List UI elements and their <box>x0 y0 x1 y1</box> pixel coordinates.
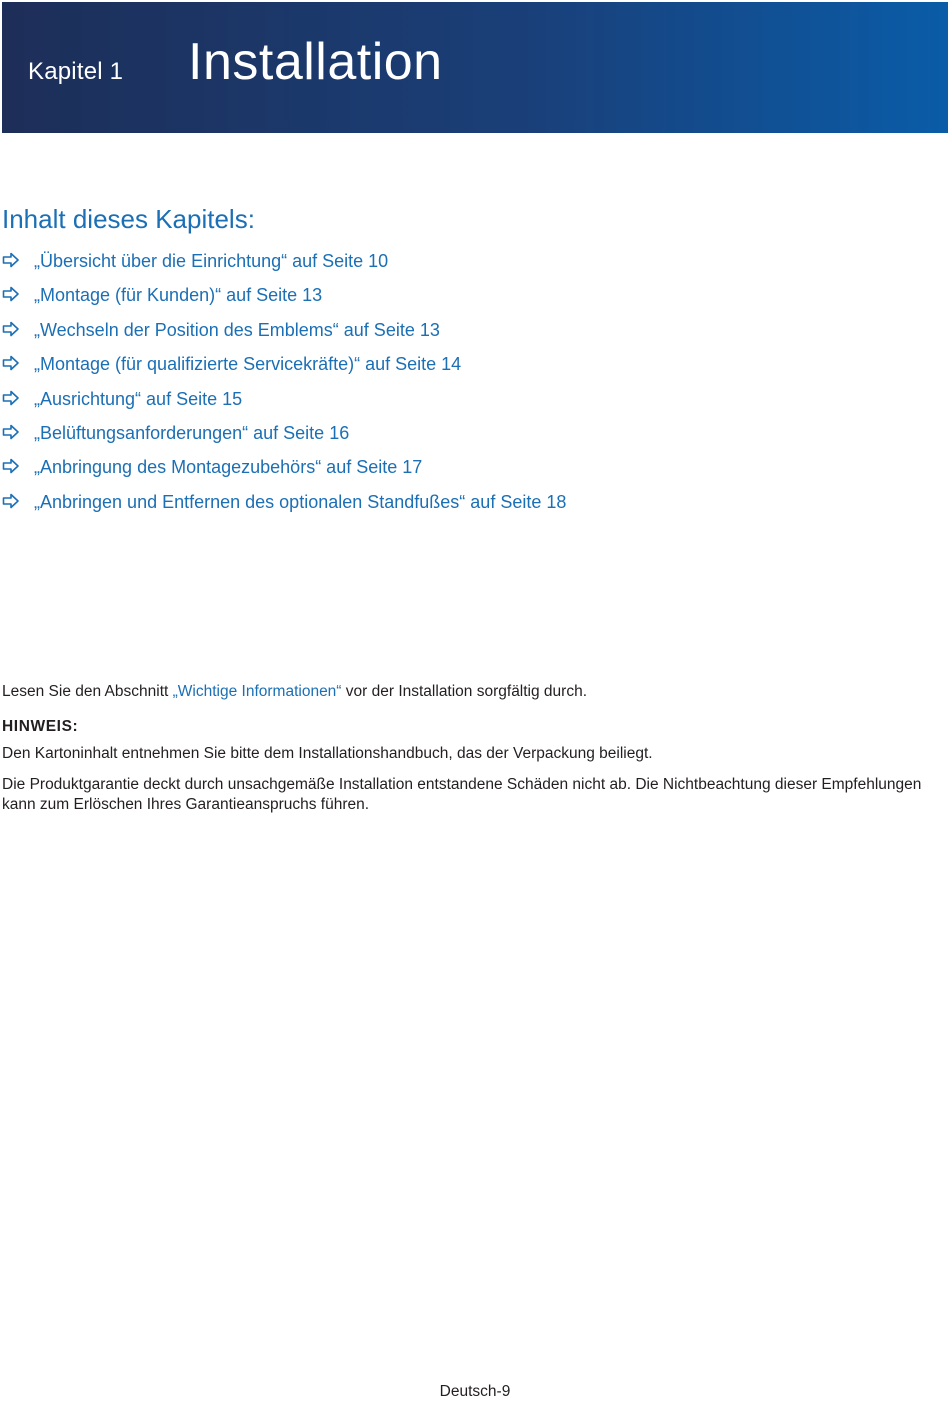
toc-link[interactable]: „Ausrichtung“ auf Seite 15 <box>34 388 243 409</box>
toc-link[interactable]: „Anbringen und Entfernen des optionalen Standfußes“ auf Seite 18 <box>34 491 567 512</box>
arrow-right-outline-icon <box>2 251 22 273</box>
toc-item[interactable] <box>0 388 566 422</box>
toc-item[interactable] <box>0 491 566 525</box>
arrow-right-outline-icon <box>2 320 22 342</box>
toc-item[interactable] <box>0 250 566 284</box>
arrow-right-outline-icon <box>2 423 22 445</box>
arrow-right-outline-icon <box>2 354 22 376</box>
arrow-right-outline-icon <box>2 389 22 411</box>
contents-heading: Inhalt dieses Kapitels: <box>2 204 255 234</box>
important-info-link[interactable]: „Wichtige Informationen“ <box>172 683 342 700</box>
toc-link[interactable]: „Montage (für Kunden)“ auf Seite 13 <box>34 285 323 306</box>
toc-item[interactable] <box>0 319 566 353</box>
arrow-right-outline-icon <box>2 492 22 514</box>
page-number: Deutsch-9 <box>439 1383 511 1400</box>
chapter-banner <box>2 2 948 133</box>
chapter-label: Kapitel 1 <box>28 58 124 85</box>
toc-link[interactable]: „Übersicht über die Einrichtung“ auf Seite 10 <box>34 251 389 271</box>
toc-list <box>0 250 566 525</box>
arrow-right-outline-icon <box>2 457 22 479</box>
note-label: HINWEIS: <box>2 718 79 735</box>
toc-link[interactable]: „Belüftungsanforderungen“ auf Seite 16 <box>34 422 350 443</box>
toc-item[interactable] <box>0 456 566 490</box>
arrow-right-outline-icon <box>2 285 22 307</box>
warranty-text: Die Produktgarantie deckt durch unsachgemäße Installation entstandene Schäden nicht ab. Die Nichtbeachtung dieser Empfehlungen kann zum Erlöschen Ihres Garantieanspruchs führen. <box>2 776 922 813</box>
intro-paragraph <box>2 682 587 702</box>
toc-item[interactable] <box>0 284 566 318</box>
chapter-title: Installation <box>188 33 443 91</box>
intro-text-after: vor der Installation sorgfältig durch. <box>341 683 588 700</box>
intro-text-before: Lesen Sie den Abschnitt <box>2 683 173 700</box>
note-text: Den Kartoninhalt entnehmen Sie bitte dem Installationshandbuch, das der Verpackung beiliegt. <box>2 745 653 762</box>
toc-link[interactable]: „Anbringung des Montagezubehörs“ auf Seite 17 <box>34 457 423 478</box>
toc-item[interactable] <box>0 353 566 387</box>
toc-item[interactable] <box>0 422 566 456</box>
toc-link[interactable]: „Wechseln der Position des Emblems“ auf Seite 13 <box>34 319 440 340</box>
toc-link[interactable]: „Montage (für qualifizierte Servicekräfte)“ auf Seite 14 <box>34 354 462 375</box>
